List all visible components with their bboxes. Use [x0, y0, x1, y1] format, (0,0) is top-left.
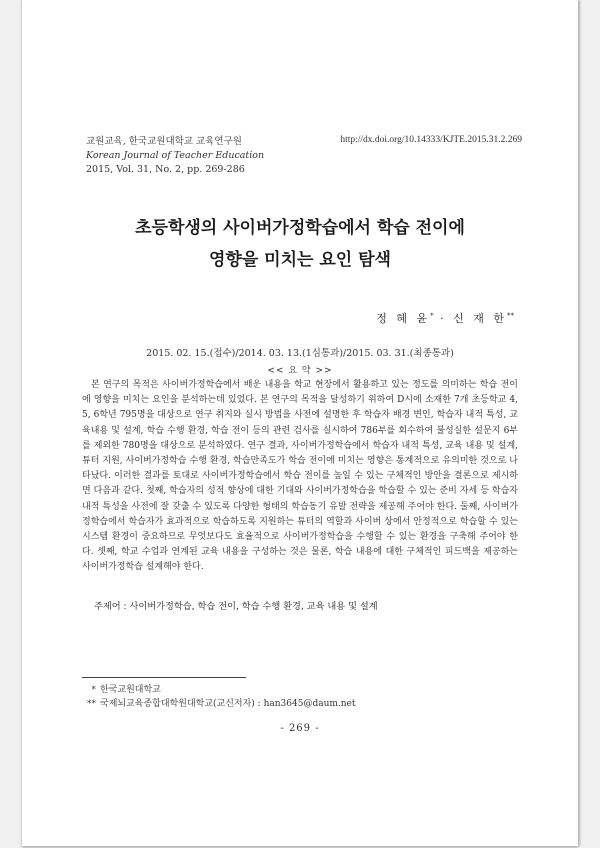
abstract-heading: << 요 약 >> [267, 366, 333, 376]
institution: 교원교육, 한국교원대학교 교육연구원 [86, 136, 242, 147]
footnote-2-mark: ** [87, 698, 96, 709]
title-line-2: 영향을 미치는 요인 탐색 [209, 250, 391, 270]
paper-title [22, 212, 578, 276]
footnote-divider [82, 677, 246, 678]
footnote-1 [82, 684, 356, 698]
footnote-1-text: 한국교원대학교 [100, 685, 161, 695]
footnote-2-text: 국제뇌교육종합대학원대학교(교신저자) : han3645@daum.net [100, 698, 356, 709]
footnote-2 [82, 698, 356, 712]
authors [376, 310, 514, 326]
volume-info: 2015, Vol. 31, No. 2, pp. 269-286 [86, 164, 245, 175]
paper-page [22, 0, 578, 846]
page-number: - 269 - [280, 723, 320, 734]
title-line-1: 초등학생의 사이버가정학습에서 학습 전이에 [135, 218, 465, 238]
journal-info [86, 135, 264, 177]
doi-link[interactable]: http://dx.doi.org/10.14333/KJTE.2015.31.2.269 [340, 135, 522, 145]
abstract-text: 본 연구의 목적은 사이버가정학습에서 배운 내용을 학교 현장에서 활용하고 있는 정도를 의미하는 학습 전이에 영향을 미치는 요인을 분석하는데 있었다. 본 연구의 목적을 달성하기 위하여 D시에 소재한 7개 초등학교 4, 5, 6학년 795명을 대상으로 연구 취지와 실시 방법을 사전에 설명한 후 학습자 배경 변인, 학습자 내적 특성, 교육내용 및 설계, 학습 수행 환경, 학습 전이 등의 관련 검사를 실시하여 786부를 회수하여 불성실한 설문지 6부를 제외한 780명을 대상으로 분석하였다. 연구 결과, 사이버가정학습에서 학습자 내적 특성, 교육 내용 및 설계, 튜터 지원, 사이버가정학습 수행 환경, 학습만족도가 학습 전이에 미치는 영향은 통계적으로 유의미한 것으로 나타났다. 이러한 결과를 토대로 사이버가정학습에서 학습 전이를 높일 수 있는 구체적인 방안을 결론으로 제시하면 다음과 같다. 첫째, 학습자의 성적 향상에 대한 기대와 사이버가정학습을 학습할 수 있는 준비 자세 등 학습자 내적 특성을 사전에 잘 갖출 수 있도록 다양한 형태의 학습동기 유발 전략을 제공해 주어야 한다. 둘째, 사이버가정학습에서 학습자가 효과적으로 학습하도록 지원하는 튜터의 역할과 사이버 상에서 안정적으로 학습할 수 있는 시스템 환경이 중요하므로 무엇보다도 효율적으로 사이버가정학습을 수행할 수 있는 환경을 구축해 주어야 한다. 셋째, 학교 수업과 연계된 교육 내용을 구성하는 것은 물론, 학습 내용에 대한 구체적인 피드백을 제공하는 사이버가정학습 설계해야 한다. [82, 380, 518, 573]
keywords: 주제어 : 사이버가정학습, 학습 전이, 학습 수행 환경, 교육 내용 및 설계 [94, 601, 378, 612]
journal-name: Korean Journal of Teacher Education [86, 150, 265, 161]
footnotes [82, 684, 356, 711]
author-1: 정 혜 윤 [376, 312, 431, 325]
submission-dates: 2015. 02. 15.(접수)/2014. 03. 13.(1심통과)/2015. 03. 31.(최종통과) [146, 348, 454, 359]
footnote-1-mark: * [91, 685, 96, 695]
author-1-mark: * [430, 311, 434, 320]
author-separator: · [433, 312, 454, 325]
author-2: 신 재 한 [453, 312, 507, 325]
author-2-mark: ** [507, 311, 514, 320]
